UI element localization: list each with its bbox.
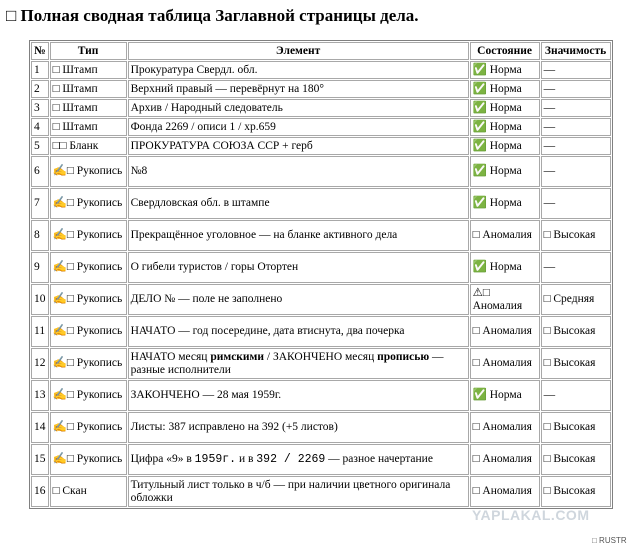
- table-row: [31, 99, 611, 117]
- row-significance: —: [541, 99, 611, 117]
- row-significance: —: [541, 137, 611, 155]
- row-state: ✅ Норма: [470, 99, 540, 117]
- row-significance: —: [541, 80, 611, 98]
- row-num: 16: [31, 476, 49, 507]
- row-significance: —: [541, 188, 611, 219]
- header-element: Элемент: [128, 42, 469, 60]
- watermark-logo: YAPLAKAL.COM: [472, 507, 590, 523]
- row-significance: □ Высокая: [541, 348, 611, 379]
- row-num: 13: [31, 380, 49, 411]
- row-element: Фонда 2269 / описи 1 / хр.659: [128, 118, 469, 136]
- row-element: Прокуратура Свердл. обл.: [128, 61, 469, 79]
- row-significance: □ Высокая: [541, 316, 611, 347]
- row-state: ✅ Норма: [470, 380, 540, 411]
- row-significance: —: [541, 118, 611, 136]
- row-significance: —: [541, 156, 611, 187]
- row-num: 4: [31, 118, 49, 136]
- row-state: □ Аномалия: [470, 316, 540, 347]
- row-type: □ Штамп: [50, 61, 127, 79]
- row-significance: —: [541, 252, 611, 283]
- row-state: ✅ Норма: [470, 252, 540, 283]
- element-text: и в: [236, 453, 257, 465]
- header-type: Тип: [50, 42, 127, 60]
- table-row: [31, 412, 611, 443]
- element-text: Цифра «9» в: [130, 453, 195, 465]
- row-type: □ Скан: [50, 476, 127, 507]
- header-state: Состояние: [470, 42, 540, 60]
- row-state: ✅ Норма: [470, 137, 540, 155]
- table-row: [31, 61, 611, 79]
- row-element: НАЧАТО — год посередине, дата втиснута, два почерка: [128, 316, 469, 347]
- row-type: ✍□ Рукопись: [50, 156, 127, 187]
- header-significance: Значимость: [541, 42, 611, 60]
- element-mono-text: 392 / 2269: [256, 453, 326, 466]
- table-row: [31, 348, 611, 379]
- row-state: □ Аномалия: [470, 444, 540, 475]
- element-text: / ЗАКОНЧЕНО месяц: [264, 350, 378, 363]
- row-element: Титульный лист только в ч/б — при наличии цветного оригинала обложки: [128, 476, 469, 507]
- row-state: □ Аномалия: [470, 220, 540, 251]
- row-state: ✅ Норма: [470, 118, 540, 136]
- row-element: [128, 348, 469, 379]
- row-element: О гибели туристов / горы Отортен: [128, 252, 469, 283]
- row-num: 1: [31, 61, 49, 79]
- table-row: [31, 220, 611, 251]
- table-row: [31, 316, 611, 347]
- element-text: — разные исполнители: [130, 350, 444, 376]
- row-num: 7: [31, 188, 49, 219]
- element-bold-text: прописью: [377, 350, 430, 363]
- row-num: 14: [31, 412, 49, 443]
- row-type: ✍□ Рукопись: [50, 284, 127, 315]
- row-significance: □ Средняя: [541, 284, 611, 315]
- row-state: ✅ Норма: [470, 80, 540, 98]
- row-state: ✅ Норма: [470, 61, 540, 79]
- row-element: Верхний правый — перевёрнут на 180°: [128, 80, 469, 98]
- element-text: — разное начертание: [325, 453, 433, 465]
- row-type: □□ Бланк: [50, 137, 127, 155]
- row-type: □ Штамп: [50, 118, 127, 136]
- row-element: ЗАКОНЧЕНО — 28 мая 1959г.: [128, 380, 469, 411]
- row-type: ✍□ Рукопись: [50, 316, 127, 347]
- row-num: 10: [31, 284, 49, 315]
- row-significance: □ Высокая: [541, 412, 611, 443]
- row-state: □ Аномалия: [470, 412, 540, 443]
- row-num: 5: [31, 137, 49, 155]
- row-significance: —: [541, 380, 611, 411]
- row-element: Свердловская обл. в штампе: [128, 188, 469, 219]
- row-element: [128, 444, 469, 475]
- table-row: [31, 380, 611, 411]
- row-type: □ Штамп: [50, 80, 127, 98]
- table-row: [31, 476, 611, 507]
- table-row: [31, 252, 611, 283]
- table-row: [31, 444, 611, 475]
- header-num: №: [31, 42, 49, 60]
- header-row: [31, 42, 611, 60]
- row-element: ДЕЛО № — поле не заполнено: [128, 284, 469, 315]
- row-num: 6: [31, 156, 49, 187]
- row-num: 8: [31, 220, 49, 251]
- footer-caption: □ RUSTR: [592, 536, 627, 545]
- row-type: ✍□ Рукопись: [50, 348, 127, 379]
- row-significance: □ Высокая: [541, 476, 611, 507]
- row-element: ПРОКУРАТУРА СОЮЗА ССР + герб: [128, 137, 469, 155]
- row-state: □ Аномалия: [470, 476, 540, 507]
- table-row: [31, 188, 611, 219]
- row-element: Листы: 387 исправлено на 392 (+5 листов): [128, 412, 469, 443]
- table-row: [31, 118, 611, 136]
- row-num: 3: [31, 99, 49, 117]
- row-num: 2: [31, 80, 49, 98]
- row-type: ✍□ Рукопись: [50, 220, 127, 251]
- row-state: ✅ Норма: [470, 156, 540, 187]
- row-num: 11: [31, 316, 49, 347]
- table-row: [31, 137, 611, 155]
- table-row: [31, 80, 611, 98]
- row-type: ✍□ Рукопись: [50, 252, 127, 283]
- element-text: НАЧАТО месяц: [130, 350, 211, 363]
- row-num: 9: [31, 252, 49, 283]
- element-mono-text: 1959г.: [194, 453, 237, 466]
- row-significance: —: [541, 61, 611, 79]
- row-type: ✍□ Рукопись: [50, 380, 127, 411]
- row-num: 15: [31, 444, 49, 475]
- row-significance: □ Высокая: [541, 444, 611, 475]
- element-bold-text: римскими: [210, 350, 265, 363]
- row-type: ✍□ Рукопись: [50, 412, 127, 443]
- table-row: [31, 156, 611, 187]
- summary-table: [29, 40, 613, 509]
- row-state: ⚠□ Аномалия: [470, 284, 540, 315]
- row-significance: □ Высокая: [541, 220, 611, 251]
- row-element: Архив / Народный следователь: [128, 99, 469, 117]
- row-state: ✅ Норма: [470, 188, 540, 219]
- page-title: □ Полная сводная таблица Заглавной страницы дела.: [6, 6, 419, 25]
- row-state: □ Аномалия: [470, 348, 540, 379]
- row-num: 12: [31, 348, 49, 379]
- row-type: ✍□ Рукопись: [50, 444, 127, 475]
- table-row: [31, 284, 611, 315]
- row-type: □ Штамп: [50, 99, 127, 117]
- row-type: ✍□ Рукопись: [50, 188, 127, 219]
- row-element: Прекращённое уголовное — на бланке активного дела: [128, 220, 469, 251]
- row-element: №8: [128, 156, 469, 187]
